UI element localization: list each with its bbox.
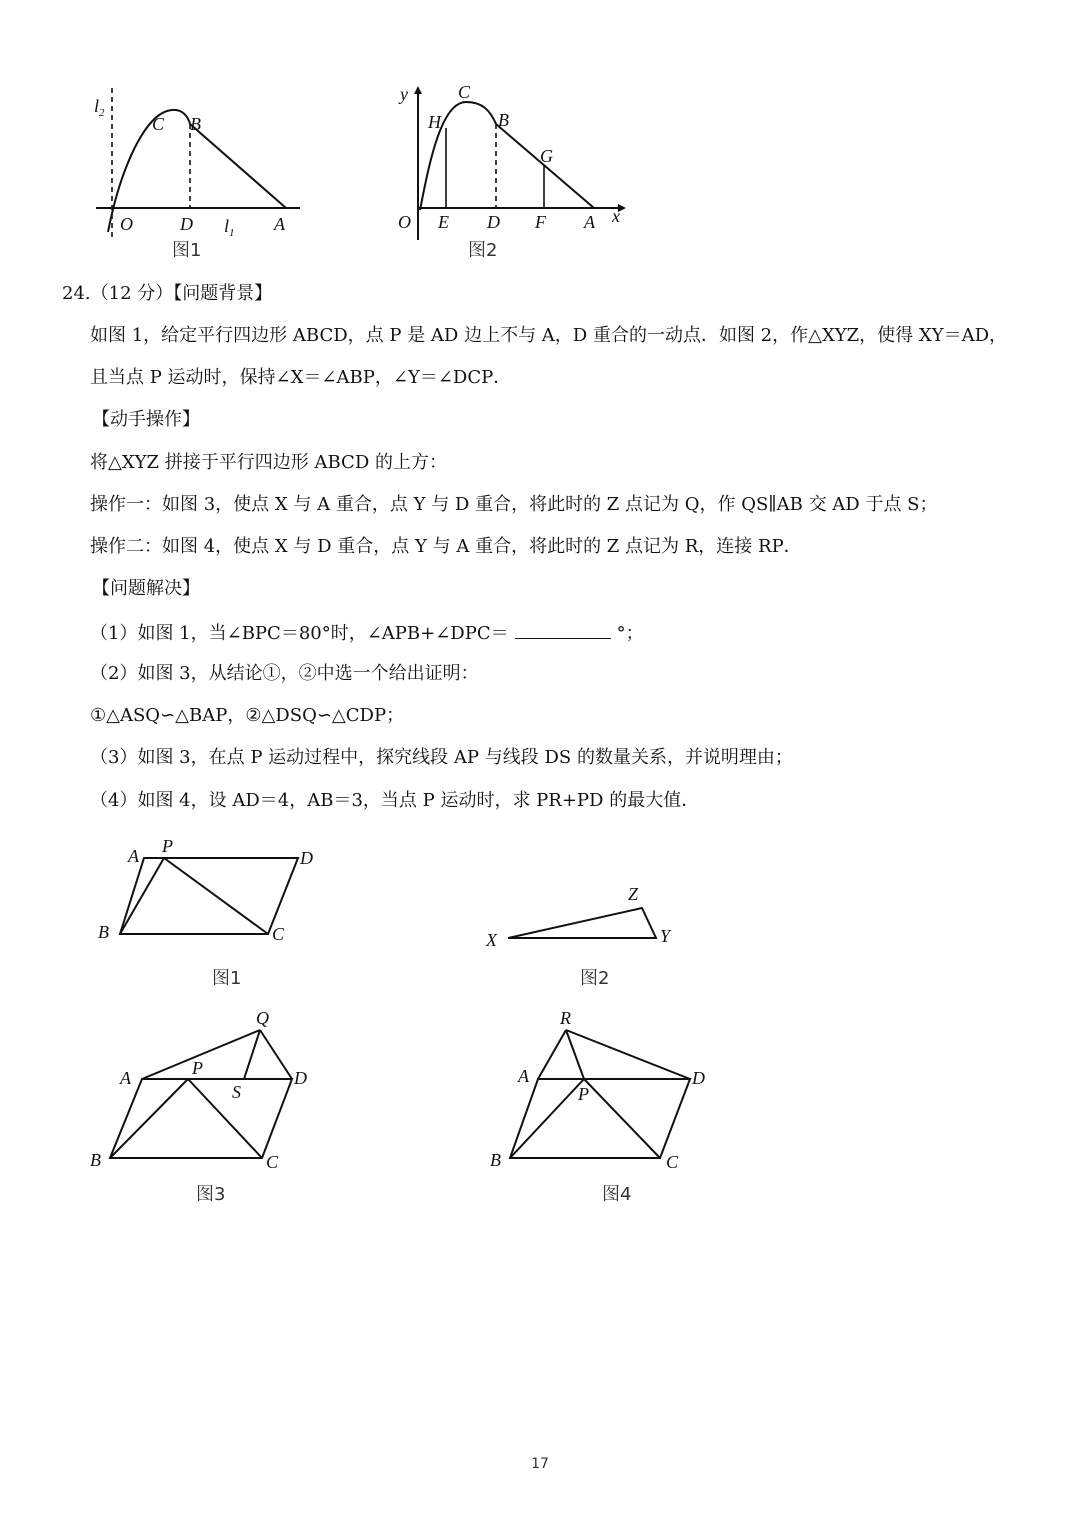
bottom-figure-3: [84, 1006, 334, 1206]
label-l2: $l_2$: [94, 96, 105, 119]
label-H: H: [428, 112, 441, 132]
label-l1: $l_1$: [224, 216, 235, 239]
label-x: x: [612, 206, 620, 226]
label-R: R: [560, 1008, 571, 1028]
parallelogram-ABCD: [120, 858, 298, 934]
label-G: G: [540, 146, 553, 166]
label-B: B: [98, 922, 109, 942]
label-D: D: [487, 212, 500, 232]
parallelogram-ABCD: [510, 1079, 690, 1158]
label-C: C: [272, 924, 285, 944]
operation-1: 操作一：如图 3，使点 X 与 A 重合，点 Y 与 D 重合，将此时的 Z 点记为 Q，作 QS∥AB 交 AD 于点 S；: [90, 494, 938, 515]
segment-BP: [510, 1079, 584, 1158]
question-number-heading: 24.（12 分）【问题背景】: [62, 283, 273, 304]
label-Z: Z: [628, 884, 639, 904]
label-A: A: [274, 214, 285, 234]
label-A: A: [518, 1066, 529, 1086]
segment-AR: [538, 1030, 566, 1079]
segment-RD: [566, 1030, 690, 1079]
label-D: D: [180, 214, 193, 234]
label-C: C: [666, 1152, 679, 1172]
label-y: y: [400, 84, 408, 104]
question-1: [90, 620, 644, 646]
y-axis-arrow: [414, 86, 422, 94]
operation-intro: 将△XYZ 拼接于平行四边形 ABCD 的上方：: [90, 452, 447, 473]
label-B: B: [90, 1150, 101, 1170]
label-A: A: [120, 1068, 131, 1088]
label-O: O: [398, 212, 411, 232]
label-P: P: [162, 836, 173, 856]
parallelogram-ABCD: [110, 1079, 292, 1158]
label-B: B: [190, 114, 201, 134]
caption: 图1: [212, 968, 242, 989]
question-1-unit: °；: [616, 623, 644, 644]
label-B: B: [498, 110, 509, 130]
caption: 图2: [468, 240, 498, 261]
label-S: S: [232, 1082, 241, 1102]
label-Y: Y: [660, 926, 671, 946]
operation-2: 操作二：如图 4，使点 X 与 D 重合，点 Y 与 A 重合，将此时的 Z 点记为 R，连接 RP．: [90, 536, 802, 557]
question-2-options: ①△ASQ∽△BAP，②△DSQ∽△CDP；: [90, 705, 405, 726]
segment-BP: [110, 1079, 188, 1158]
segment-BA: [496, 124, 594, 208]
page-number: 17: [531, 1456, 549, 1472]
segment-QD: [260, 1030, 292, 1079]
bottom-figure-4: [484, 1006, 734, 1206]
bottom-figure-2: [480, 872, 700, 992]
label-B: B: [490, 1150, 501, 1170]
question-2: （2）如图 3，从结论①，②中选一个给出证明：: [90, 663, 479, 684]
label-C: C: [458, 82, 471, 102]
caption: 图2: [580, 968, 610, 989]
label-F: F: [535, 212, 546, 232]
question-4: （4）如图 4，设 AD＝4，AB＝3，当点 P 运动时，求 PR+PD 的最大值．: [90, 790, 700, 811]
background-line-1: 如图 1，给定平行四边形 ABCD，点 P 是 AD 边上不与 A，D 重合的一动点．如图 2，作△XYZ，使得 XY＝AD，: [90, 325, 1008, 346]
operation-heading: 【动手操作】: [92, 409, 200, 430]
segment-RP: [566, 1030, 584, 1079]
label-P: P: [578, 1084, 589, 1104]
segment-QS: [244, 1030, 260, 1079]
label-A: A: [584, 212, 595, 232]
segment-BA: [190, 124, 286, 208]
segment-PC: [584, 1079, 660, 1158]
label-D: D: [294, 1068, 307, 1088]
label-D: D: [300, 848, 313, 868]
label-C: C: [266, 1152, 279, 1172]
caption: 图3: [196, 1184, 226, 1205]
label-X: X: [486, 930, 497, 950]
label-C: C: [152, 114, 165, 134]
caption: 图1: [172, 240, 202, 261]
segment-BP: [120, 858, 164, 934]
top-figure-1: [90, 80, 310, 265]
label-Q: Q: [256, 1008, 269, 1028]
caption: 图4: [602, 1184, 632, 1205]
solve-heading: 【问题解决】: [92, 578, 200, 599]
segment-PC: [164, 858, 268, 934]
label-A: A: [128, 846, 139, 866]
background-line-2: 且当点 P 运动时，保持∠X＝∠ABP，∠Y＝∠DCP．: [90, 367, 512, 388]
question-1-text: （1）如图 1，当∠BPC＝80°时，∠APB+∠DPC＝: [90, 623, 509, 644]
triangle-XYZ: [508, 908, 656, 938]
label-P: P: [192, 1058, 203, 1078]
segment-PC: [188, 1079, 262, 1158]
top-figure-2: [390, 80, 630, 265]
answer-blank: [515, 620, 611, 639]
bottom-figure-1: [90, 832, 330, 992]
label-D: D: [692, 1068, 705, 1088]
label-E: E: [438, 212, 449, 232]
label-O: O: [120, 214, 133, 234]
question-3: （3）如图 3，在点 P 运动过程中，探究线段 AP 与线段 DS 的数量关系，并说明理由；: [90, 747, 793, 768]
